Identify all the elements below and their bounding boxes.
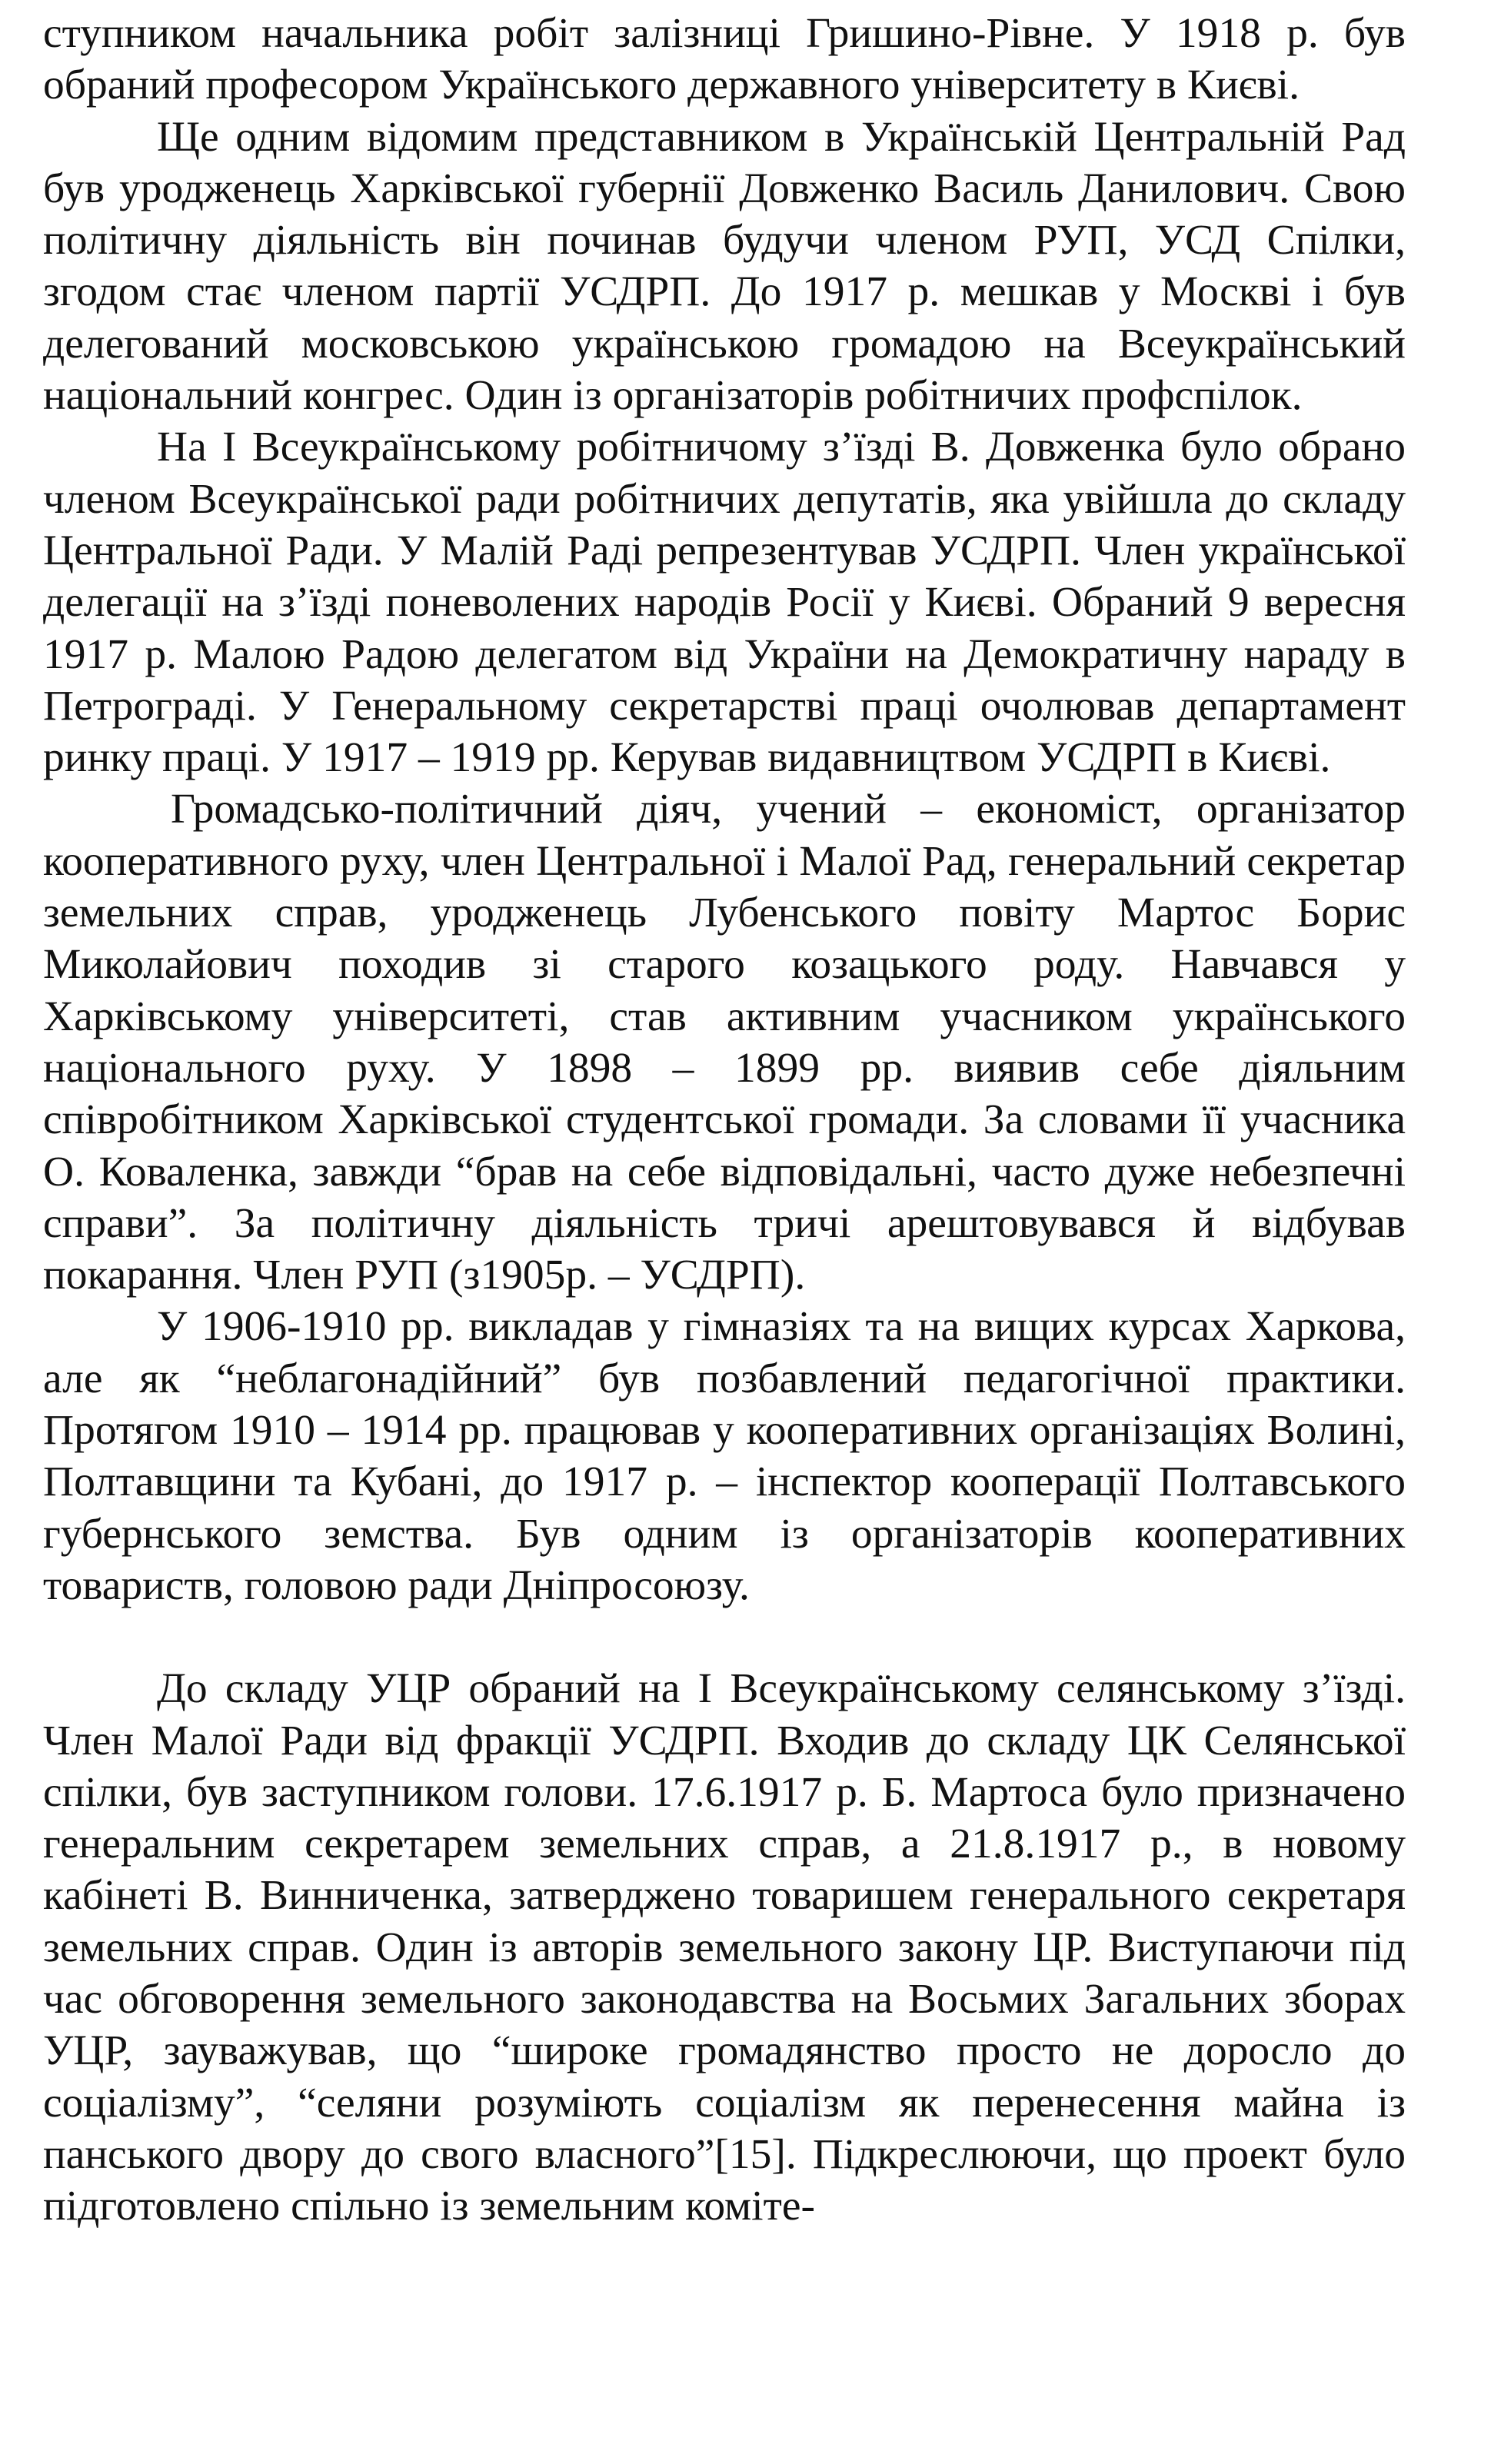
paragraph-gap	[43, 1611, 1406, 1663]
paragraph-dovzhenko-rada: На І Всеукраїнському робітничому з’їзді В. Довженка було обрано членом Всеукраїнської ради робітничих депутатів, яка увійшла до складу Центральної Ради. У Малій Раді репрезентував УСДРП. Член української делегації на з’їзді поневолених народів Росії у Києві. Обраний 9 вересня 1917 р. Малою Радою делегатом від України на Демократичну нараду в Петрограді. У Генеральному секретарстві праці очолював департамент ринку праці. У 1917 – 1919 рр. Керував видавництвом УСДРП в Києві.	[43, 424, 1406, 782]
document-page	[43, 8, 1406, 2232]
paragraph-martos-career: У 1906-1910 рр. викладав у гімназіях та на вищих курсах Харкова, але як “неблагонадійний” був позбавлений педагогічної практики. Протягом 1910 – 1914 рр. працював у кооперативних організаціях Волині, Полтавщини та Кубані, до 1917 р. – інспектор кооперації Полтавського губернського земства. Був одним із організаторів кооперативних товариств, головою ради Дніпросоюзу.	[43, 1303, 1406, 1609]
paragraph-dovzhenko-intro: Ще одним відомим представником в Українській Центральній Рад був уродженець Харківської губернії Довженко Василь Данилович. Свою політичну діяльність він починав будучи членом РУП, УСД Спілки, згодом стає членом партії УСДРП. До 1917 р. мешкав у Москві і був делегований московською українською громадою на Всеукраїнський національний конгрес. Один із організаторів робітничих профспілок.	[43, 113, 1406, 420]
paragraph-martos-ucr: До складу УЦР обраний на І Всеукраїнському селянському з’їзді. Член Малої Ради від фракції УСДРП. Входив до складу ЦК Селянської спілки, був заступником голови. 17.6.1917 р. Б. Мартоса було призначено генеральним секретарем земельних справ, а 21.8.1917 р., в новому кабінеті В. Винниченка, затверджено товаришем генерального секретаря земельних справ. Один із авторів земельного закону ЦР. Виступаючи під час обговорення земельного законодавства на Восьмих Загальних зборах УЦР, зауважував, що “широке громадянство просто не доросло до соціалізму”, “селяни розуміють соціалізм як перенесення майна із панського двору до свого власного”[15]. Підкреслюючи, що проект було підготовлено спільно із земельним коміте-	[43, 1665, 1406, 2230]
paragraph-continuation: ступником начальника робіт залізниці Гришино-Рівне. У 1918 р. був обраний професором Українського державного університету в Києві.	[43, 10, 1406, 109]
paragraph-martos-intro: Громадсько-політичний діяч, учений – економіст, організатор кооперативного руху, член Центральної і Малої Рад, генеральний секретар земельних справ, уродженець Лубенського повіту Мартос Борис Миколайович походив зі старого козацького роду. Навчався у Харківському університеті, став активним учасником українського національного руху. У 1898 – 1899 рр. виявив себе діяльним співробітником Харківської студентської громади. За словами її учасника О. Коваленка, завжди “брав на себе відповідальні, часто дуже небезпечні справи”. За політичну діяльність тричі арештовувався й відбував покарання. Член РУП (з1905р. – УСДРП).	[43, 786, 1406, 1299]
